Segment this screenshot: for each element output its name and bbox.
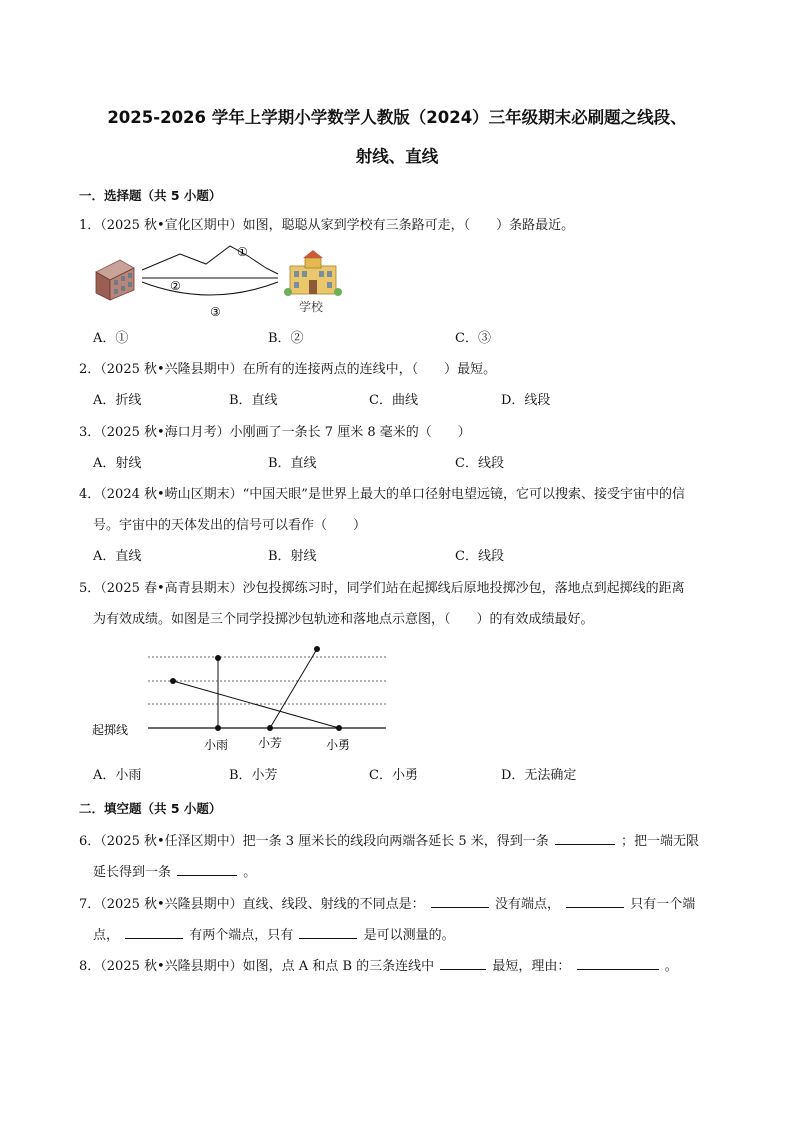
question-2-text: 2．（2025 秋•兴隆县期中）在所有的连接两点的连线中，（ ）最短。 [79, 362, 497, 377]
q5-option-d[interactable]: D．无法确定 [501, 768, 577, 783]
q7-blank-1[interactable] [431, 893, 489, 908]
house-icon [96, 260, 134, 300]
school-icon [284, 250, 342, 296]
q5-option-c[interactable]: C．小勇 [369, 768, 418, 783]
xiaoyong-start [336, 725, 342, 731]
question-6-line1 [79, 830, 699, 851]
q6-blank-2[interactable] [177, 861, 237, 876]
question-8-line1 [79, 955, 678, 976]
q6-text-c: 延长得到一条 [93, 865, 172, 880]
xiaoyong-landing [170, 678, 176, 684]
q3-option-b[interactable]: B．直线 [268, 456, 317, 471]
question-1-figure [90, 238, 350, 322]
q7-blank-4[interactable] [299, 924, 357, 939]
q8-text-a: 8．（2025 秋•兴隆县期中）如图，点 A 和点 B 的三条连线中 [79, 959, 435, 974]
q6-text-b: ；把一端无限 [621, 834, 700, 849]
q3-option-a[interactable]: A．射线 [93, 456, 142, 471]
q1-option-c[interactable]: C．③ [455, 331, 491, 346]
xiaoyu-start [215, 725, 221, 731]
question-6-line2 [93, 861, 256, 882]
page-title-line1: 2025-2026 学年上学期小学数学人教版（2024）三年级期末必刷题之线段、 [107, 108, 687, 127]
xiaoyu-landing [215, 655, 221, 661]
question-7-line2 [93, 924, 455, 945]
q7-text-b: 没有端点， [494, 897, 560, 912]
q4-option-a[interactable]: A．直线 [93, 549, 142, 564]
q8-text-b: 最短，理由： [492, 959, 571, 974]
q6-text-d: 。 [243, 865, 257, 880]
route-3 [142, 282, 278, 295]
q4-option-c[interactable]: C．线段 [455, 549, 504, 564]
q7-blank-2[interactable] [566, 893, 624, 908]
q7-text-a: 7．（2025 秋•兴隆县期中）直线、线段、射线的不同点是： [79, 897, 425, 912]
route-label-1: ① [237, 245, 248, 259]
q2-option-c[interactable]: C．曲线 [369, 393, 418, 408]
xiaofang-landing [314, 646, 320, 652]
question-7-line1 [79, 893, 695, 914]
route-label-3: ③ [210, 305, 221, 319]
q2-option-d[interactable]: D．线段 [501, 393, 551, 408]
q4-option-b[interactable]: B．射线 [268, 549, 317, 564]
q2-option-b[interactable]: B．直线 [229, 393, 278, 408]
question-3-text: 3．（2025 秋•海口月考）小刚画了一条长 7 厘米 8 毫米的（ ） [79, 425, 471, 440]
section-heading-fill: 二．填空题（共 5 小题） [79, 801, 222, 816]
xiaofang-start [267, 725, 273, 731]
question-1-text: 1．（2025 秋•宣化区期中）如图，聪聪从家到学校有三条路可走，（ ）条路最近。 [79, 218, 575, 233]
page-title-line2: 射线、直线 [355, 147, 439, 166]
q6-text-a: 6．（2025 秋•任泽区期中）把一条 3 厘米长的线段向两端各延长 5 米，得到一条 [79, 834, 549, 849]
q7-text-c: 只有一个端 [630, 897, 696, 912]
q1-option-a[interactable]: A．① [93, 331, 129, 346]
route-1 [142, 246, 278, 274]
q7-text-e: 有两个端点，只有 [189, 928, 294, 943]
q8-blank-2[interactable] [577, 955, 659, 970]
q7-text-f: 是可以测量的。 [363, 928, 455, 943]
school-label: 学校 [299, 300, 324, 314]
question-5-text-line2: 为有效成绩。如图是三个同学投掷沙包轨迹和落地点示意图，（ ）的有效成绩最好。 [93, 612, 594, 627]
q8-blank-1[interactable] [440, 955, 486, 970]
route-label-2: ② [170, 279, 181, 293]
name-xiaoyu: 小雨 [204, 738, 229, 752]
name-xiaofang: 小芳 [258, 736, 283, 750]
q6-blank-1[interactable] [555, 830, 615, 845]
q7-blank-3[interactable] [125, 924, 183, 939]
xiaofang-path [270, 649, 317, 728]
q5-option-a[interactable]: A．小雨 [93, 768, 142, 783]
xiaoyong-path [173, 681, 339, 728]
q3-option-c[interactable]: C．线段 [455, 456, 504, 471]
q7-text-d: 点， [93, 928, 120, 943]
name-xiaoyong: 小勇 [326, 738, 351, 752]
section-heading-choice: 一．选择题（共 5 小题） [79, 188, 222, 203]
question-4-text-line2: 号。宇宙中的天体发出的信号可以看作（ ） [93, 518, 367, 533]
question-4-text-line1: 4．（2024 秋•崂山区期末）“中国天眼”是世界上最大的单口径射电望远镜，它可以搜索、接受宇宙中的信 [79, 487, 685, 502]
q2-option-a[interactable]: A．折线 [93, 393, 142, 408]
q5-option-b[interactable]: B．小芳 [229, 768, 278, 783]
throw-line-label: 起掷线 [92, 723, 129, 737]
question-5-figure [90, 640, 390, 756]
question-5-text-line1: 5．（2025 春•高青县期末）沙包投掷练习时，同学们站在起掷线后原地投掷沙包，落地点到起掷线的距离 [79, 581, 685, 596]
q1-option-b[interactable]: B．② [268, 331, 304, 346]
q8-text-c: 。 [664, 959, 678, 974]
